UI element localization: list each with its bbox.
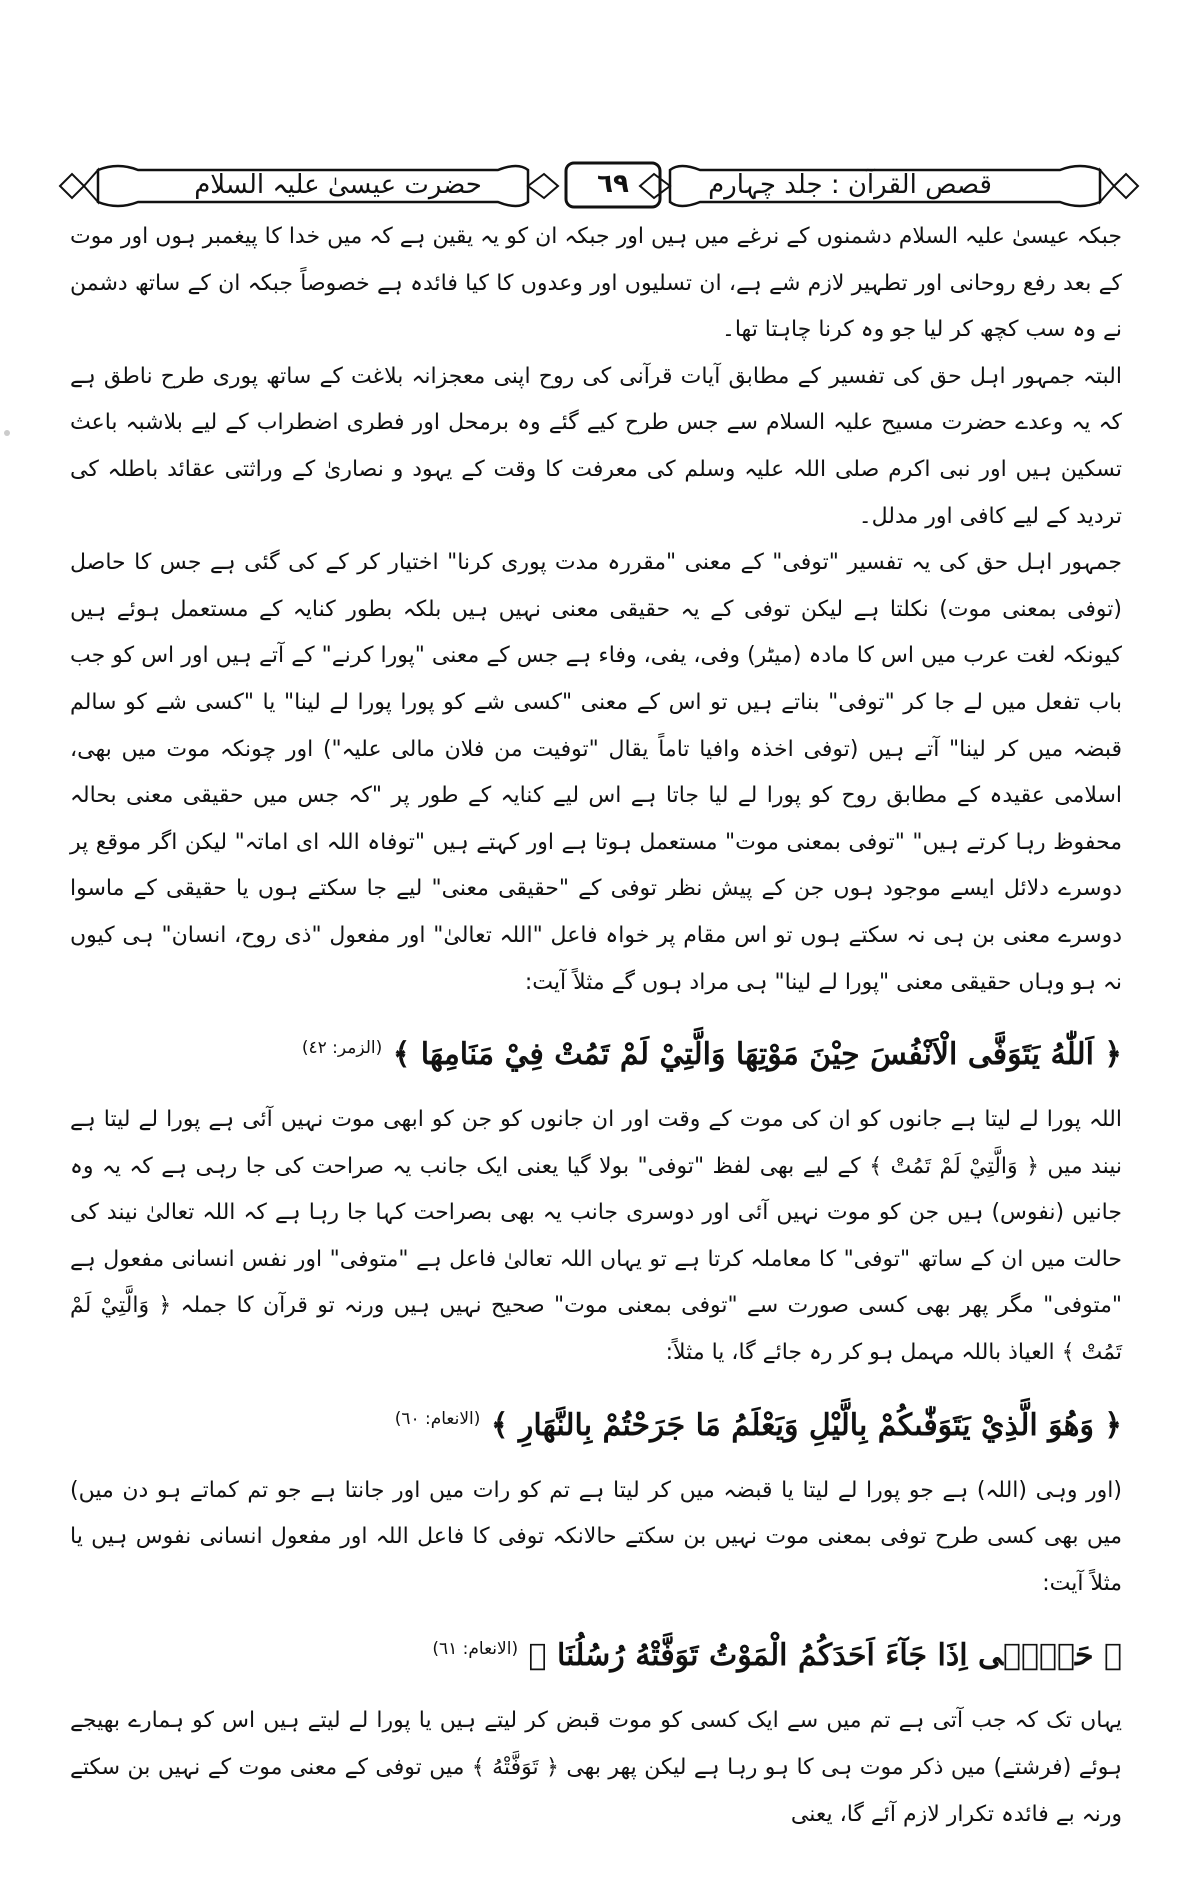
book-title: قصص القرآن : جلد چہارم <box>708 170 992 200</box>
verse-reference: (الانعام: ٦١) <box>432 1639 519 1660</box>
page-header <box>58 160 1140 212</box>
verse-reference: (الانعام: ٦٠) <box>394 1408 481 1429</box>
verse-text: ﴿ اَللّٰهُ يَتَوَفَّى الْاَنْفُسَ حِيْنَ مَوْتِهَا وَالَّتِيْ لَمْ تَمُتْ فِيْ مَنَامِهَا ﴾ <box>392 1037 1122 1073</box>
paragraph: اللہ پورا لے لیتا ہے جانوں کو ان کی موت کے وقت اور ان جانوں کو جن کو ابھی موت نہیں آئی ہے پورا لے لیتا ہے نیند میں ﴿ وَالَّتِيْ لَمْ تَمُتْ ﴾ کے لیے بھی لفظ "توفی" بولا گیا یعنی ایک جانب یہ صراحت کی جا رہی ہے کہ یہ وہ جانیں (نفوس) ہیں جن کو موت نہیں آئی اور دوسری جانب یہ بھی بصراحت کہا جا رہا ہے کہ اللہ تعالیٰ نیند کی حالت میں ان کے ساتھ "توفی" کا معاملہ کرتا ہے تو یہاں اللہ تعالیٰ فاعل ہے "متوفی" اور نفس انسانی مفعول ہے "متوفی" مگر پھر بھی کسی صورت سے "توفی بمعنی موت" صحیح نہیں ہیں ورنہ تو قرآن کا جملہ ﴿ وَالَّتِيْ لَمْ تَمُتْ ﴾ العیاذ باللہ مہمل ہو کر رہ جائے گا، یا مثلاً: <box>70 1107 1122 1366</box>
verse-text: ﴿ حَتّٰۤى اِذَا جَآءَ اَحَدَكُمُ الْمَوْتُ تَوَفَّتْهُ رُسُلُنَا ﴾ <box>528 1638 1122 1674</box>
paragraph: البتہ جمہور اہل حق کی تفسیر کے مطابق آیات قرآنی کی روح اپنی معجزانہ بلاغت کے ساتھ پوری طرح ناطق ہے کہ یہ وعدے حضرت مسیح علیہ السلام سے جس طرح کیے گئے وہ برمحل اور فطری اضطراب کے لیے بلاشبہ باعث تسکین ہیں اور نبی اکرم صلی اللہ علیہ وسلم کی معرفت کا وقت کے یہود و نصاریٰ کے وراثتی عقائد باطلہ کی تردید کے لیے کافی اور مدلل۔ <box>70 363 1122 529</box>
scan-speck <box>4 430 10 436</box>
paragraph: یہاں تک کہ جب آتی ہے تم میں سے ایک کسی کو موت قبض کر لیتے ہیں یا پورا لے لیتے ہیں اس کو ہمارے بھیجے ہوئے (فرشتے) میں ذکر موت ہی کا ہو رہا ہے لیکن پھر بھی ﴿ تَوَفَّتْهُ ﴾ میں توفی کے معنی موت کے نہیں بن سکتے ورنہ بے فائدہ تکرار لازم آئے گا، یعنی <box>70 1708 1122 1827</box>
paragraph: جمہور اہل حق کی یہ تفسیر "توفی" کے معنی "مقررہ مدت پوری کرنا" اختیار کر کے کی گئی ہے جس کا حاصل (توفی بمعنی موت) نکلتا ہے لیکن توفی کے یہ حقیقی معنی نہیں ہیں بلکہ بطور کنایہ کے مستعمل ہوئے ہیں کیونکہ لغت عرب میں اس کا مادہ (میٹر) وفی، یفی، وفاء ہے جس کے معنی "پورا کرنے" کے آتے ہیں اور اس کو جب باب تفعل میں لے جا کر "توفی" بناتے ہیں تو اس کے معنی "کسی شے کو پورا پورا لے لینا" یا "کسی شے کو سالم قبضہ میں کر لینا" آتے ہیں (توفی اخذہ وافیا تاماً یقال "توفیت من فلان مالی علیہ") اور چونکہ موت میں بھی، اسلامی عقیدہ کے مطابق روح کو پورا لے لیا جاتا ہے اس لیے کنایہ کے طور پر "کہ جس میں حقیقی معنی بحالہ محفوظ رہا کرتے ہیں" "توفی بمعنی موت" مستعمل ہوتا ہے اور کہتے ہیں "توفاہ اللہ ای اماتہ" لیکن اگر موقع پر دوسرے دلائل ایسے موجود ہوں جن کے پیش نظر توفی کے "حقیقی معنی" لیے جا سکتے ہوں یا حقیقی کے ماسوا دوسرے معنی بن ہی نہ سکتے ہوں تو اس مقام پر خواہ فاعل "اللہ تعالیٰ" اور مفعول "ذی روح، انسان" ہی کیوں نہ ہو وہاں حقیقی معنی "پورا لے لینا" ہی مراد ہوں گے مثلاً آیت: <box>70 550 1122 995</box>
verse-reference: (الزمر: ٤٢) <box>301 1038 383 1059</box>
quran-verse <box>70 1020 1122 1083</box>
page-body <box>70 214 1122 1838</box>
quran-verse <box>70 1391 1122 1454</box>
paragraph: جبکہ عیسیٰ علیہ السلام دشمنوں کے نرغے میں ہیں اور جبکہ ان کو یہ یقین ہے کہ میں خدا کا پیغمبر ہوں اور موت کے بعد رفع روحانی اور تطہیر لازم شے ہے، ان تسلیوں اور وعدوں کا کیا فائدہ ہے خصوصاً جبکہ ان کے ساتھ دشمن نے وہ سب کچھ کر لیا جو وہ کرنا چاہتا تھا۔ <box>70 224 1122 343</box>
quran-verse <box>70 1621 1122 1684</box>
chapter-title: حضرت عیسیٰ علیہ السلام <box>194 170 482 200</box>
verse-text: ﴿ وَهُوَ الَّذِيْ يَتَوَفّٰىكُمْ بِالَّيْلِ وَيَعْلَمُ مَا جَرَحْتُمْ بِالنَّهَارِ ﴾ <box>490 1407 1122 1443</box>
page-number: ٦٩ <box>597 169 629 199</box>
paragraph: (اور وہی (اللہ) ہے جو پورا لے لیتا یا قبضہ میں کر لیتا ہے تم کو رات میں اور جانتا ہے جو تم کماتے ہو دن میں) میں بھی کسی طرح توفی بمعنی موت نہیں بن سکتے حالانکہ توفی کا فاعل اللہ اور مفعول انسانی نفوس ہیں یا مثلاً آیت: <box>70 1477 1122 1596</box>
